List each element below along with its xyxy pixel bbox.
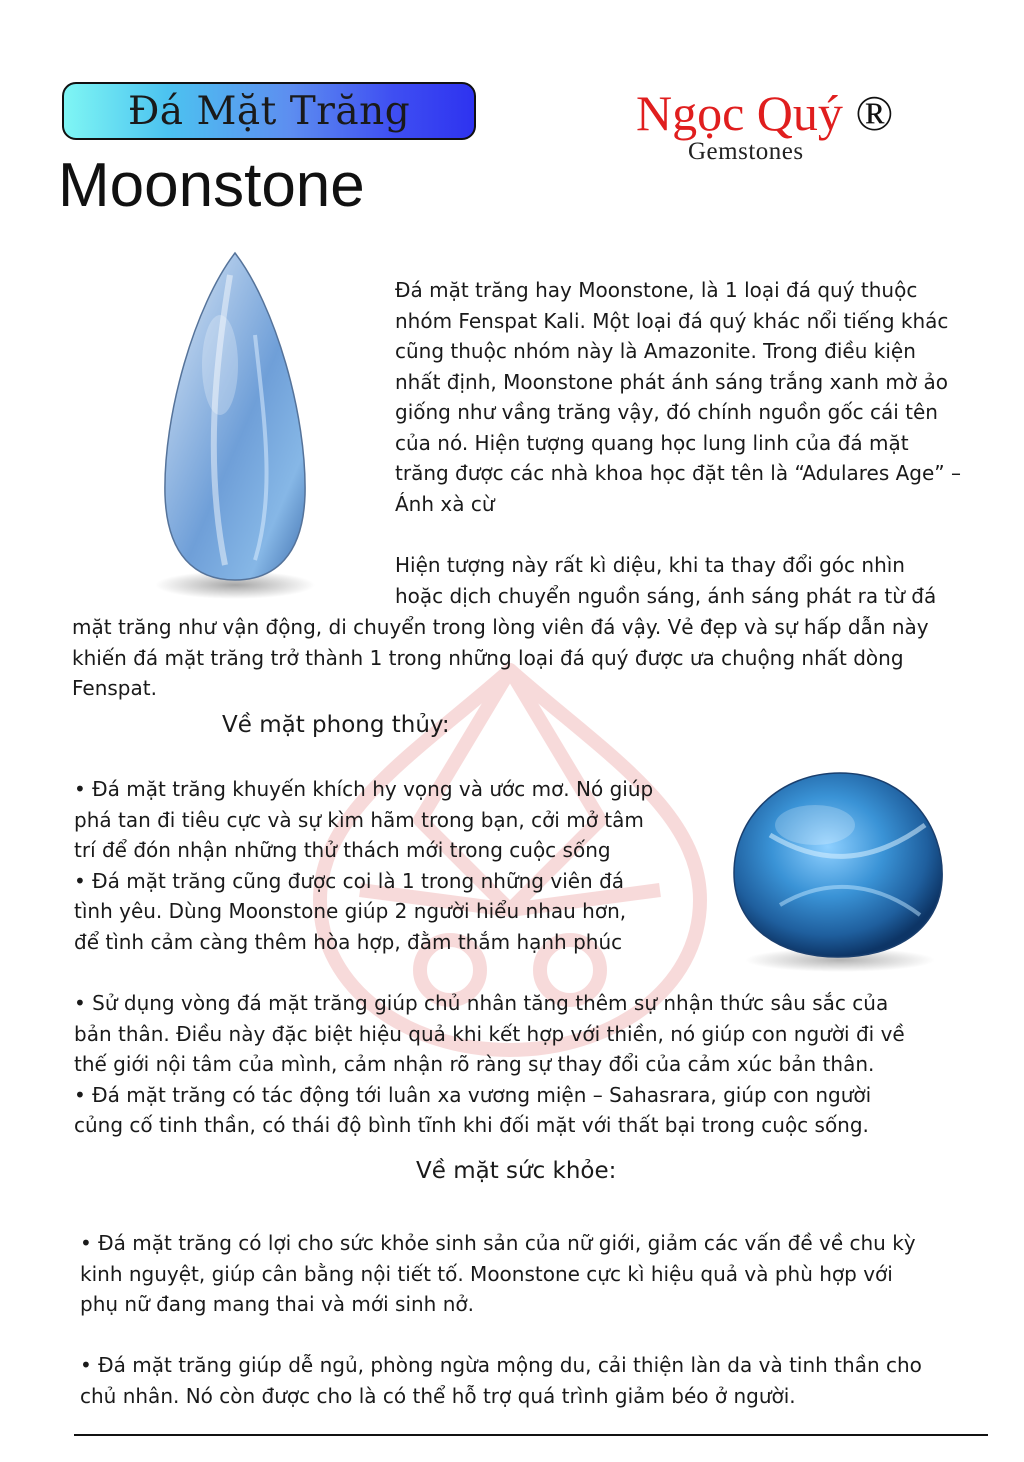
health-heading: Về mặt sức khỏe: — [416, 1158, 617, 1184]
intro-line: Đá mặt trăng hay Moonstone, là 1 loại đá quý thuộc — [395, 278, 918, 302]
bullet-line: kinh nguyệt, giúp cân bằng nội tiết tố. Moonstone cực kì hiệu quả và phù hợp với — [80, 1261, 893, 1286]
bullet-line: trí để đón nhận những thử thách mới trong cuộc sống — [74, 838, 611, 862]
bullet-line: • Đá mặt trăng giúp dễ ngủ, phòng ngừa mộng du, cải thiện làn da và tinh thần cho — [80, 1353, 922, 1377]
bullet-line: • Đá mặt trăng có tác động tới luân xa vương miện – Sahasrara, giúp con người — [74, 1082, 872, 1107]
fengshui-bullets-wide — [74, 988, 905, 1141]
health-bullet — [80, 1350, 922, 1411]
bullet-line: thế giới nội tâm của mình, cảm nhận rõ ràng sự thay đổi của cảm xúc bản thân. — [74, 1052, 875, 1076]
second-paragraph-indented — [395, 550, 936, 611]
bullet-line: phụ nữ đang mang thai và mới sinh nở. — [80, 1292, 474, 1316]
brand-logo — [636, 84, 893, 142]
paragraph-line: hoặc dịch chuyển nguồn sáng, ánh sáng phát ra từ đá — [395, 583, 937, 608]
bullet-line: bản thân. Điều này đặc biệt hiệu quả khi kết hợp với thiền, nó giúp con người đi về — [74, 1021, 905, 1046]
bullet-line: • Đá mặt trăng có lợi cho sức khỏe sinh sản của nữ giới, giảm các vấn đề về chu kỳ — [80, 1231, 916, 1255]
paragraph-line: mặt trăng như vận động, di chuyển trong lòng viên đá vậy. Vẻ đẹp và sự hấp dẫn này — [72, 615, 929, 639]
moonstone-teardrop-image — [135, 245, 335, 605]
vietnamese-title: Đá Mặt Trăng — [127, 88, 411, 134]
moonstone-oval-image — [720, 755, 960, 975]
intro-line: nhóm Fenspat Kali. Một loại đá quý khác nổi tiếng khác — [395, 308, 949, 333]
registered-mark: ® — [855, 85, 894, 141]
bullet-line: chủ nhân. Nó còn được cho là có thể hỗ trợ quá trình giảm béo ở người. — [80, 1383, 796, 1408]
paragraph-line: Hiện tượng này rất kì diệu, khi ta thay đổi góc nhìn — [395, 553, 905, 577]
bullet-line: củng cố tinh thần, có thái độ bình tĩnh khi đối mặt với thất bại trong cuộc sống. — [74, 1113, 869, 1137]
bullet-line: phá tan đi tiêu cực và sự kìm hãm trong bạn, cởi mở tâm — [74, 807, 644, 832]
second-paragraph-full — [72, 612, 929, 704]
health-bullet — [80, 1228, 916, 1320]
bullet-line: • Sử dụng vòng đá mặt trăng giúp chủ nhân tăng thêm sự nhận thức sâu sắc của — [74, 991, 889, 1015]
intro-line: của nó. Hiện tượng quang học lung linh của đá mặt — [395, 430, 909, 455]
bullet-line: tình yêu. Dùng Moonstone giúp 2 người hiểu nhau hơn, — [74, 899, 627, 923]
bottom-divider — [74, 1434, 988, 1436]
paragraph-line: khiến đá mặt trăng trở thành 1 trong những loại đá quý được ưa chuộng nhất dòng — [72, 645, 904, 670]
title-badge — [62, 82, 476, 140]
intro-line: nhất định, Moonstone phát ánh sáng trắng xanh mờ ảo — [395, 369, 948, 394]
paragraph-line: Fenspat. — [72, 676, 157, 700]
brand-name: Ngọc Quý — [636, 85, 843, 141]
page-title: Moonstone — [58, 151, 365, 220]
brand-subtitle: Gemstones — [688, 138, 804, 165]
intro-paragraph — [395, 275, 961, 519]
intro-line: Ánh xà cừ — [395, 491, 495, 516]
bullet-line: để tình cảm càng thêm hòa hợp, đằm thắm hạnh phúc — [74, 929, 623, 954]
intro-line: trăng được các nhà khoa học đặt tên là “Adulares Age” – — [395, 461, 962, 485]
bullet-line: • Đá mặt trăng cũng được coi là 1 trong những viên đá — [74, 868, 625, 893]
intro-line: giống như vầng trăng vậy, đó chính nguồn gốc cái tên — [395, 400, 938, 424]
intro-line: cũng thuộc nhóm này là Amazonite. Trong điều kiện — [395, 339, 916, 363]
fengshui-heading: Về mặt phong thủy: — [222, 712, 450, 738]
fengshui-bullet — [74, 774, 653, 957]
bullet-line: • Đá mặt trăng khuyến khích hy vọng và ước mơ. Nó giúp — [74, 777, 654, 801]
